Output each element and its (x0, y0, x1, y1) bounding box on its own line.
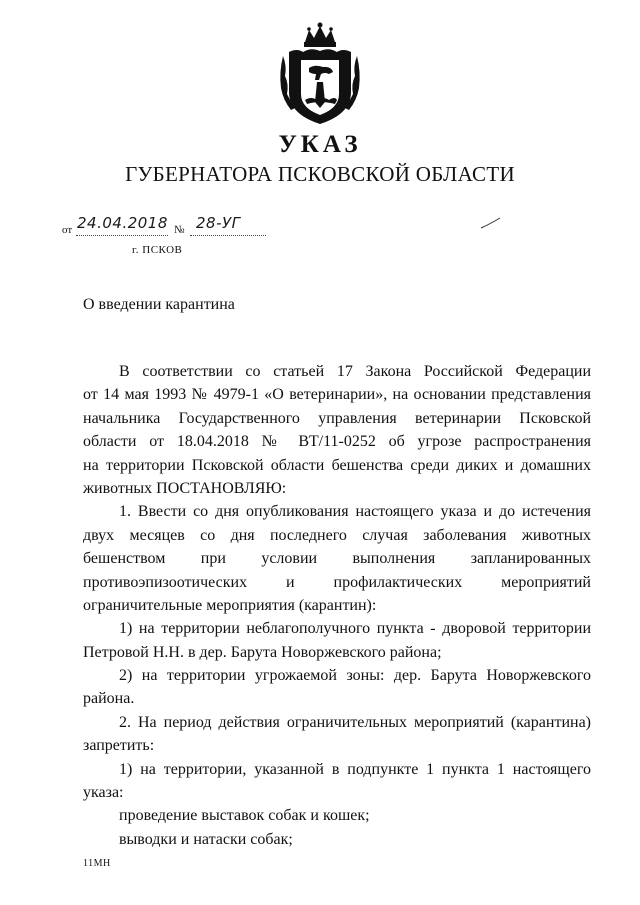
coat-of-arms-emblem (279, 22, 361, 126)
body-line: бешенством при условии выполнения запланированных (83, 550, 591, 568)
document-body (83, 360, 591, 851)
document-type-heading: УКАЗ (278, 131, 362, 158)
body-line: указа: (83, 784, 124, 802)
body-line: начальника Государственного управления ветеринарии Псковской (83, 409, 591, 427)
body-line: на территории Псковской области бешенства среди диких и домашних (83, 456, 591, 474)
body-line: 1. Ввести со дня опубликования настоящего указа и до истечения (119, 503, 591, 521)
body-line: животных ПОСТАНОВЛЯЮ: (83, 479, 287, 497)
body-line: запретить: (83, 737, 155, 755)
date-underline (76, 235, 168, 236)
number-prefix: № (174, 224, 185, 236)
date-number-line (62, 216, 362, 238)
body-line: 1) на территории, указанной в подпункте 1 пункта 1 настоящего (119, 760, 591, 778)
body-line: противоэпизоотических и профилактических мероприятий (83, 573, 591, 591)
body-line: от 14 мая 1993 № 4979-1 «О ветеринарии», на основании представления (83, 386, 591, 404)
city-label: г. ПСКОВ (132, 244, 183, 256)
body-line: 1) на территории неблагополучного пункта - дворовой территории (119, 620, 591, 638)
body-line: В соответствии со статьей 17 Закона Российской Федерации (119, 363, 591, 380)
body-line: области от 18.04.2018 № ВТ/11-0252 об угрозе распространения (83, 433, 591, 451)
footer-code: 11МН (83, 858, 111, 869)
body-line: двух месяцев со дня последнего случая заболевания животных (83, 526, 591, 544)
document-subject: О введении карантина (83, 296, 235, 313)
body-line: района. (83, 690, 135, 708)
body-line: проведение выставок собак и кошек; (119, 807, 370, 825)
date-prefix: от (62, 224, 73, 236)
document-issuer-heading: ГУБЕРНАТОРА ПСКОВСКОЙ ОБЛАСТИ (125, 162, 515, 186)
body-line: выводки и натаски собак; (119, 830, 293, 848)
handwritten-number: 28-УГ (196, 214, 241, 232)
body-line: Петровой Н.Н. в дер. Барута Новоржевского района; (83, 643, 442, 661)
body-line: 2) на территории угрожаемой зоны: дер. Барута Новоржевского (119, 667, 591, 685)
body-line: 2. На период действия ограничительных мероприятий (карантина) (119, 713, 591, 731)
body-line: ограничительные мероприятия (карантин): (83, 596, 377, 614)
number-underline (190, 235, 266, 236)
pen-stroke-mark (480, 216, 502, 230)
handwritten-date: 24.04.2018 (77, 214, 168, 232)
